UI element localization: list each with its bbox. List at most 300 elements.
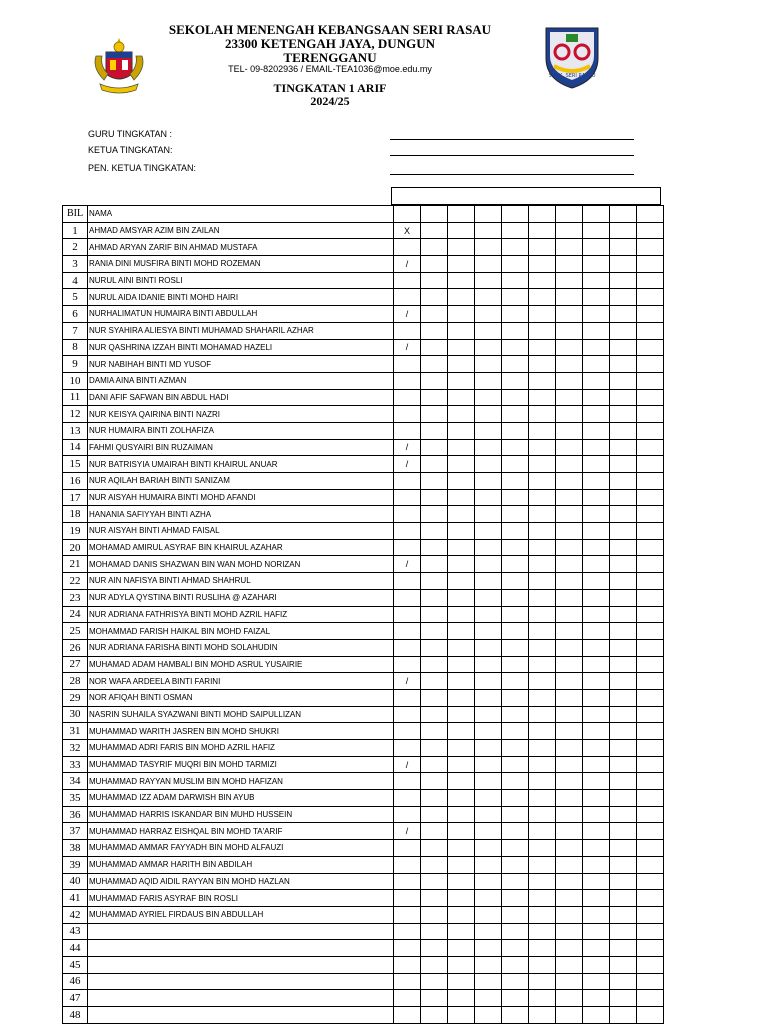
blank-check-cell[interactable] [610, 372, 637, 389]
blank-check-cell[interactable] [583, 372, 610, 389]
blank-check-cell[interactable] [529, 506, 556, 523]
blank-check-cell[interactable] [637, 940, 664, 957]
blank-check-cell[interactable] [421, 289, 448, 306]
blank-check-cell[interactable] [637, 706, 664, 723]
blank-check-cell[interactable] [421, 973, 448, 990]
blank-check-cell[interactable] [637, 439, 664, 456]
blank-check-cell[interactable] [529, 623, 556, 640]
attendance-mark-cell[interactable] [394, 422, 421, 439]
blank-check-cell[interactable] [529, 473, 556, 490]
blank-check-cell[interactable] [637, 406, 664, 423]
blank-check-cell[interactable] [556, 422, 583, 439]
blank-check-cell[interactable] [475, 489, 502, 506]
blank-check-cell[interactable] [448, 589, 475, 606]
blank-check-cell[interactable] [421, 573, 448, 590]
blank-check-cell[interactable] [529, 539, 556, 556]
blank-check-cell[interactable] [556, 723, 583, 740]
blank-check-cell[interactable] [502, 923, 529, 940]
blank-check-cell[interactable] [556, 239, 583, 256]
attendance-mark-cell[interactable] [394, 406, 421, 423]
blank-check-cell[interactable] [637, 740, 664, 757]
blank-check-cell[interactable] [556, 589, 583, 606]
blank-check-cell[interactable] [475, 589, 502, 606]
blank-check-cell[interactable] [637, 322, 664, 339]
blank-check-cell[interactable] [475, 473, 502, 490]
attendance-mark-cell[interactable]: / [394, 823, 421, 840]
blank-check-cell[interactable] [556, 856, 583, 873]
blank-check-cell[interactable] [448, 856, 475, 873]
blank-check-cell[interactable] [421, 756, 448, 773]
blank-check-cell[interactable] [448, 689, 475, 706]
blank-check-cell[interactable] [583, 589, 610, 606]
blank-check-cell[interactable] [637, 923, 664, 940]
blank-check-cell[interactable] [529, 790, 556, 807]
blank-check-cell[interactable] [556, 439, 583, 456]
blank-check-cell[interactable] [448, 656, 475, 673]
blank-check-cell[interactable] [610, 506, 637, 523]
blank-check-cell[interactable] [475, 239, 502, 256]
blank-check-cell[interactable] [637, 473, 664, 490]
blank-check-cell[interactable] [556, 356, 583, 373]
blank-check-cell[interactable] [421, 689, 448, 706]
blank-check-cell[interactable] [583, 322, 610, 339]
attendance-mark-cell[interactable] [394, 356, 421, 373]
blank-check-cell[interactable] [610, 756, 637, 773]
pen-ketua-tingkatan-line[interactable] [390, 174, 634, 175]
blank-check-cell[interactable] [637, 673, 664, 690]
blank-check-cell[interactable] [583, 940, 610, 957]
blank-check-cell[interactable] [448, 923, 475, 940]
attendance-mark-cell[interactable] [394, 272, 421, 289]
blank-check-cell[interactable] [556, 523, 583, 540]
blank-check-cell[interactable] [475, 339, 502, 356]
blank-check-cell[interactable] [529, 606, 556, 623]
blank-check-cell[interactable] [529, 289, 556, 306]
blank-check-cell[interactable] [556, 790, 583, 807]
blank-check-cell[interactable] [502, 422, 529, 439]
blank-check-cell[interactable] [502, 689, 529, 706]
blank-check-cell[interactable] [502, 973, 529, 990]
blank-check-cell[interactable] [556, 990, 583, 1007]
blank-check-cell[interactable] [421, 222, 448, 239]
blank-check-cell[interactable] [637, 656, 664, 673]
blank-check-cell[interactable] [421, 272, 448, 289]
blank-check-cell[interactable] [502, 256, 529, 273]
blank-check-cell[interactable] [502, 673, 529, 690]
blank-check-cell[interactable] [583, 890, 610, 907]
blank-check-cell[interactable] [421, 723, 448, 740]
blank-check-cell[interactable] [448, 339, 475, 356]
blank-check-cell[interactable] [475, 706, 502, 723]
blank-check-cell[interactable] [421, 873, 448, 890]
blank-check-cell[interactable] [475, 923, 502, 940]
blank-check-cell[interactable] [556, 756, 583, 773]
blank-check-cell[interactable] [637, 890, 664, 907]
blank-check-cell[interactable] [637, 339, 664, 356]
attendance-mark-cell[interactable] [394, 940, 421, 957]
blank-check-cell[interactable] [502, 706, 529, 723]
attendance-mark-cell[interactable] [394, 956, 421, 973]
blank-check-cell[interactable] [502, 1007, 529, 1024]
blank-check-cell[interactable] [502, 222, 529, 239]
blank-check-cell[interactable] [583, 473, 610, 490]
blank-check-cell[interactable] [529, 723, 556, 740]
blank-check-cell[interactable] [502, 506, 529, 523]
attendance-mark-cell[interactable] [394, 890, 421, 907]
blank-check-cell[interactable] [475, 523, 502, 540]
blank-check-cell[interactable] [529, 656, 556, 673]
blank-check-cell[interactable] [448, 873, 475, 890]
blank-check-cell[interactable] [556, 840, 583, 857]
blank-check-cell[interactable] [529, 973, 556, 990]
blank-check-cell[interactable] [448, 556, 475, 573]
blank-check-cell[interactable] [421, 589, 448, 606]
blank-check-cell[interactable] [529, 523, 556, 540]
attendance-mark-cell[interactable] [394, 706, 421, 723]
blank-check-cell[interactable] [448, 890, 475, 907]
blank-check-cell[interactable] [448, 256, 475, 273]
blank-check-cell[interactable] [475, 389, 502, 406]
blank-check-cell[interactable] [583, 556, 610, 573]
blank-check-cell[interactable] [529, 589, 556, 606]
blank-check-cell[interactable] [475, 906, 502, 923]
blank-check-cell[interactable] [475, 756, 502, 773]
blank-check-cell[interactable] [502, 740, 529, 757]
blank-check-cell[interactable] [610, 456, 637, 473]
blank-check-cell[interactable] [448, 389, 475, 406]
blank-check-cell[interactable] [583, 906, 610, 923]
blank-check-cell[interactable] [583, 1007, 610, 1024]
blank-check-cell[interactable] [475, 656, 502, 673]
blank-check-cell[interactable] [502, 773, 529, 790]
blank-check-cell[interactable] [556, 890, 583, 907]
blank-check-cell[interactable] [610, 873, 637, 890]
blank-check-cell[interactable] [556, 256, 583, 273]
blank-check-cell[interactable] [529, 356, 556, 373]
blank-check-cell[interactable] [637, 990, 664, 1007]
blank-check-cell[interactable] [529, 856, 556, 873]
blank-check-cell[interactable] [502, 956, 529, 973]
blank-check-cell[interactable] [556, 556, 583, 573]
blank-check-cell[interactable] [448, 322, 475, 339]
blank-check-cell[interactable] [610, 539, 637, 556]
blank-check-cell[interactable] [529, 756, 556, 773]
blank-check-cell[interactable] [529, 306, 556, 323]
blank-check-cell[interactable] [475, 856, 502, 873]
blank-check-cell[interactable] [583, 790, 610, 807]
attendance-mark-cell[interactable] [394, 723, 421, 740]
blank-check-cell[interactable] [421, 840, 448, 857]
blank-check-cell[interactable] [475, 873, 502, 890]
blank-check-cell[interactable] [475, 740, 502, 757]
blank-check-cell[interactable] [421, 422, 448, 439]
blank-check-cell[interactable] [475, 539, 502, 556]
attendance-mark-cell[interactable]: / [394, 556, 421, 573]
blank-check-cell[interactable] [610, 256, 637, 273]
blank-check-cell[interactable] [421, 673, 448, 690]
attendance-mark-cell[interactable] [394, 473, 421, 490]
blank-check-cell[interactable] [583, 523, 610, 540]
blank-check-cell[interactable] [475, 990, 502, 1007]
blank-check-cell[interactable] [448, 573, 475, 590]
blank-check-cell[interactable] [637, 856, 664, 873]
blank-check-cell[interactable] [556, 573, 583, 590]
blank-check-cell[interactable] [637, 723, 664, 740]
attendance-mark-cell[interactable] [394, 973, 421, 990]
blank-check-cell[interactable] [610, 806, 637, 823]
blank-check-cell[interactable] [529, 439, 556, 456]
blank-check-cell[interactable] [637, 806, 664, 823]
blank-check-cell[interactable] [502, 306, 529, 323]
blank-check-cell[interactable] [529, 1007, 556, 1024]
blank-check-cell[interactable] [610, 422, 637, 439]
blank-check-cell[interactable] [421, 773, 448, 790]
blank-check-cell[interactable] [421, 906, 448, 923]
blank-check-cell[interactable] [475, 222, 502, 239]
blank-check-cell[interactable] [529, 890, 556, 907]
blank-check-cell[interactable] [583, 773, 610, 790]
blank-check-cell[interactable] [583, 339, 610, 356]
blank-check-cell[interactable] [610, 523, 637, 540]
blank-check-cell[interactable] [610, 706, 637, 723]
blank-check-cell[interactable] [556, 473, 583, 490]
blank-check-cell[interactable] [637, 422, 664, 439]
attendance-mark-cell[interactable] [394, 489, 421, 506]
blank-check-cell[interactable] [583, 806, 610, 823]
blank-check-cell[interactable] [637, 639, 664, 656]
attendance-mark-cell[interactable] [394, 523, 421, 540]
blank-check-cell[interactable] [475, 623, 502, 640]
attendance-mark-cell[interactable] [394, 906, 421, 923]
blank-check-cell[interactable] [583, 389, 610, 406]
blank-check-cell[interactable] [475, 606, 502, 623]
blank-check-cell[interactable] [637, 289, 664, 306]
blank-check-cell[interactable] [583, 740, 610, 757]
blank-check-cell[interactable] [637, 589, 664, 606]
blank-check-cell[interactable] [529, 673, 556, 690]
blank-check-cell[interactable] [637, 372, 664, 389]
blank-check-cell[interactable] [448, 406, 475, 423]
blank-check-cell[interactable] [475, 556, 502, 573]
blank-check-cell[interactable] [448, 272, 475, 289]
attendance-mark-cell[interactable]: / [394, 439, 421, 456]
blank-check-cell[interactable] [610, 740, 637, 757]
blank-check-cell[interactable] [610, 289, 637, 306]
blank-check-cell[interactable] [421, 940, 448, 957]
blank-check-cell[interactable] [421, 523, 448, 540]
blank-check-cell[interactable] [529, 873, 556, 890]
blank-check-cell[interactable] [583, 723, 610, 740]
blank-check-cell[interactable] [583, 706, 610, 723]
blank-check-cell[interactable] [583, 923, 610, 940]
blank-check-cell[interactable] [421, 322, 448, 339]
blank-check-cell[interactable] [610, 923, 637, 940]
blank-check-cell[interactable] [556, 339, 583, 356]
blank-check-cell[interactable] [610, 489, 637, 506]
blank-check-cell[interactable] [475, 723, 502, 740]
blank-check-cell[interactable] [637, 973, 664, 990]
blank-check-cell[interactable] [529, 923, 556, 940]
blank-check-cell[interactable] [475, 956, 502, 973]
blank-check-cell[interactable] [556, 656, 583, 673]
blank-check-cell[interactable] [610, 940, 637, 957]
blank-check-cell[interactable] [475, 289, 502, 306]
attendance-mark-cell[interactable] [394, 806, 421, 823]
blank-check-cell[interactable] [448, 806, 475, 823]
blank-check-cell[interactable] [448, 439, 475, 456]
blank-check-cell[interactable] [502, 756, 529, 773]
blank-check-cell[interactable] [421, 456, 448, 473]
blank-check-cell[interactable] [610, 439, 637, 456]
blank-check-cell[interactable] [556, 906, 583, 923]
blank-check-cell[interactable] [475, 406, 502, 423]
blank-check-cell[interactable] [475, 639, 502, 656]
attendance-mark-cell[interactable]: / [394, 339, 421, 356]
blank-check-cell[interactable] [583, 656, 610, 673]
blank-check-cell[interactable] [502, 406, 529, 423]
blank-check-cell[interactable] [448, 506, 475, 523]
blank-check-cell[interactable] [529, 422, 556, 439]
blank-check-cell[interactable] [637, 823, 664, 840]
blank-check-cell[interactable] [637, 523, 664, 540]
blank-check-cell[interactable] [556, 289, 583, 306]
blank-check-cell[interactable] [448, 773, 475, 790]
blank-check-cell[interactable] [610, 956, 637, 973]
blank-check-cell[interactable] [421, 556, 448, 573]
blank-check-cell[interactable] [529, 239, 556, 256]
blank-check-cell[interactable] [583, 222, 610, 239]
blank-check-cell[interactable] [421, 806, 448, 823]
blank-check-cell[interactable] [421, 890, 448, 907]
blank-check-cell[interactable] [529, 806, 556, 823]
blank-check-cell[interactable] [448, 823, 475, 840]
blank-check-cell[interactable] [502, 639, 529, 656]
blank-check-cell[interactable] [421, 606, 448, 623]
blank-check-cell[interactable] [502, 573, 529, 590]
blank-check-cell[interactable] [637, 956, 664, 973]
blank-check-cell[interactable] [502, 372, 529, 389]
blank-check-cell[interactable] [556, 606, 583, 623]
blank-check-cell[interactable] [529, 956, 556, 973]
blank-check-cell[interactable] [556, 823, 583, 840]
guru-tingkatan-line[interactable] [390, 139, 634, 140]
blank-check-cell[interactable] [502, 823, 529, 840]
ketua-tingkatan-line[interactable] [390, 155, 634, 156]
blank-check-cell[interactable] [583, 639, 610, 656]
blank-check-cell[interactable] [502, 940, 529, 957]
blank-check-cell[interactable] [637, 840, 664, 857]
blank-check-cell[interactable] [421, 623, 448, 640]
blank-check-cell[interactable] [475, 256, 502, 273]
attendance-mark-cell[interactable]: X [394, 222, 421, 239]
blank-check-cell[interactable] [583, 539, 610, 556]
blank-check-cell[interactable] [583, 422, 610, 439]
blank-check-cell[interactable] [421, 740, 448, 757]
blank-check-cell[interactable] [610, 723, 637, 740]
blank-check-cell[interactable] [556, 740, 583, 757]
attendance-mark-cell[interactable] [394, 740, 421, 757]
blank-check-cell[interactable] [421, 406, 448, 423]
blank-check-cell[interactable] [556, 773, 583, 790]
blank-check-cell[interactable] [448, 706, 475, 723]
blank-check-cell[interactable] [421, 706, 448, 723]
attendance-mark-cell[interactable] [394, 606, 421, 623]
blank-check-cell[interactable] [610, 473, 637, 490]
attendance-mark-cell[interactable] [394, 639, 421, 656]
blank-check-cell[interactable] [475, 356, 502, 373]
attendance-mark-cell[interactable] [394, 773, 421, 790]
blank-check-cell[interactable] [448, 790, 475, 807]
blank-check-cell[interactable] [502, 856, 529, 873]
blank-check-cell[interactable] [556, 806, 583, 823]
attendance-mark-cell[interactable] [394, 689, 421, 706]
blank-check-cell[interactable] [583, 840, 610, 857]
blank-check-cell[interactable] [475, 790, 502, 807]
blank-check-cell[interactable] [556, 623, 583, 640]
attendance-mark-cell[interactable] [394, 322, 421, 339]
blank-check-cell[interactable] [448, 422, 475, 439]
attendance-mark-cell[interactable] [394, 623, 421, 640]
attendance-mark-cell[interactable] [394, 656, 421, 673]
blank-check-cell[interactable] [529, 573, 556, 590]
blank-check-cell[interactable] [637, 773, 664, 790]
blank-check-cell[interactable] [475, 422, 502, 439]
blank-check-cell[interactable] [448, 539, 475, 556]
attendance-mark-cell[interactable] [394, 289, 421, 306]
blank-check-cell[interactable] [475, 372, 502, 389]
blank-check-cell[interactable] [637, 456, 664, 473]
blank-check-cell[interactable] [583, 673, 610, 690]
blank-check-cell[interactable] [583, 956, 610, 973]
attendance-mark-cell[interactable]: / [394, 306, 421, 323]
blank-check-cell[interactable] [529, 940, 556, 957]
blank-check-cell[interactable] [556, 456, 583, 473]
blank-check-cell[interactable] [502, 790, 529, 807]
blank-check-cell[interactable] [637, 272, 664, 289]
blank-check-cell[interactable] [583, 823, 610, 840]
attendance-mark-cell[interactable] [394, 573, 421, 590]
blank-check-cell[interactable] [610, 906, 637, 923]
blank-check-cell[interactable] [448, 523, 475, 540]
blank-check-cell[interactable] [421, 256, 448, 273]
blank-check-cell[interactable] [448, 940, 475, 957]
attendance-mark-cell[interactable] [394, 923, 421, 940]
blank-check-cell[interactable] [637, 389, 664, 406]
blank-check-cell[interactable] [475, 506, 502, 523]
blank-check-cell[interactable] [529, 322, 556, 339]
blank-check-cell[interactable] [421, 990, 448, 1007]
blank-check-cell[interactable] [475, 272, 502, 289]
attendance-mark-cell[interactable]: / [394, 456, 421, 473]
blank-check-cell[interactable] [583, 990, 610, 1007]
blank-check-cell[interactable] [610, 589, 637, 606]
blank-check-cell[interactable] [610, 673, 637, 690]
blank-check-cell[interactable] [529, 406, 556, 423]
blank-check-cell[interactable] [637, 573, 664, 590]
attendance-mark-cell[interactable] [394, 506, 421, 523]
blank-check-cell[interactable] [556, 956, 583, 973]
blank-check-cell[interactable] [529, 906, 556, 923]
blank-check-cell[interactable] [637, 356, 664, 373]
attendance-mark-cell[interactable] [394, 239, 421, 256]
blank-check-cell[interactable] [421, 356, 448, 373]
attendance-mark-cell[interactable]: / [394, 673, 421, 690]
blank-check-cell[interactable] [502, 723, 529, 740]
blank-check-cell[interactable] [610, 840, 637, 857]
blank-check-cell[interactable] [610, 356, 637, 373]
blank-check-cell[interactable] [448, 756, 475, 773]
blank-check-cell[interactable] [502, 473, 529, 490]
